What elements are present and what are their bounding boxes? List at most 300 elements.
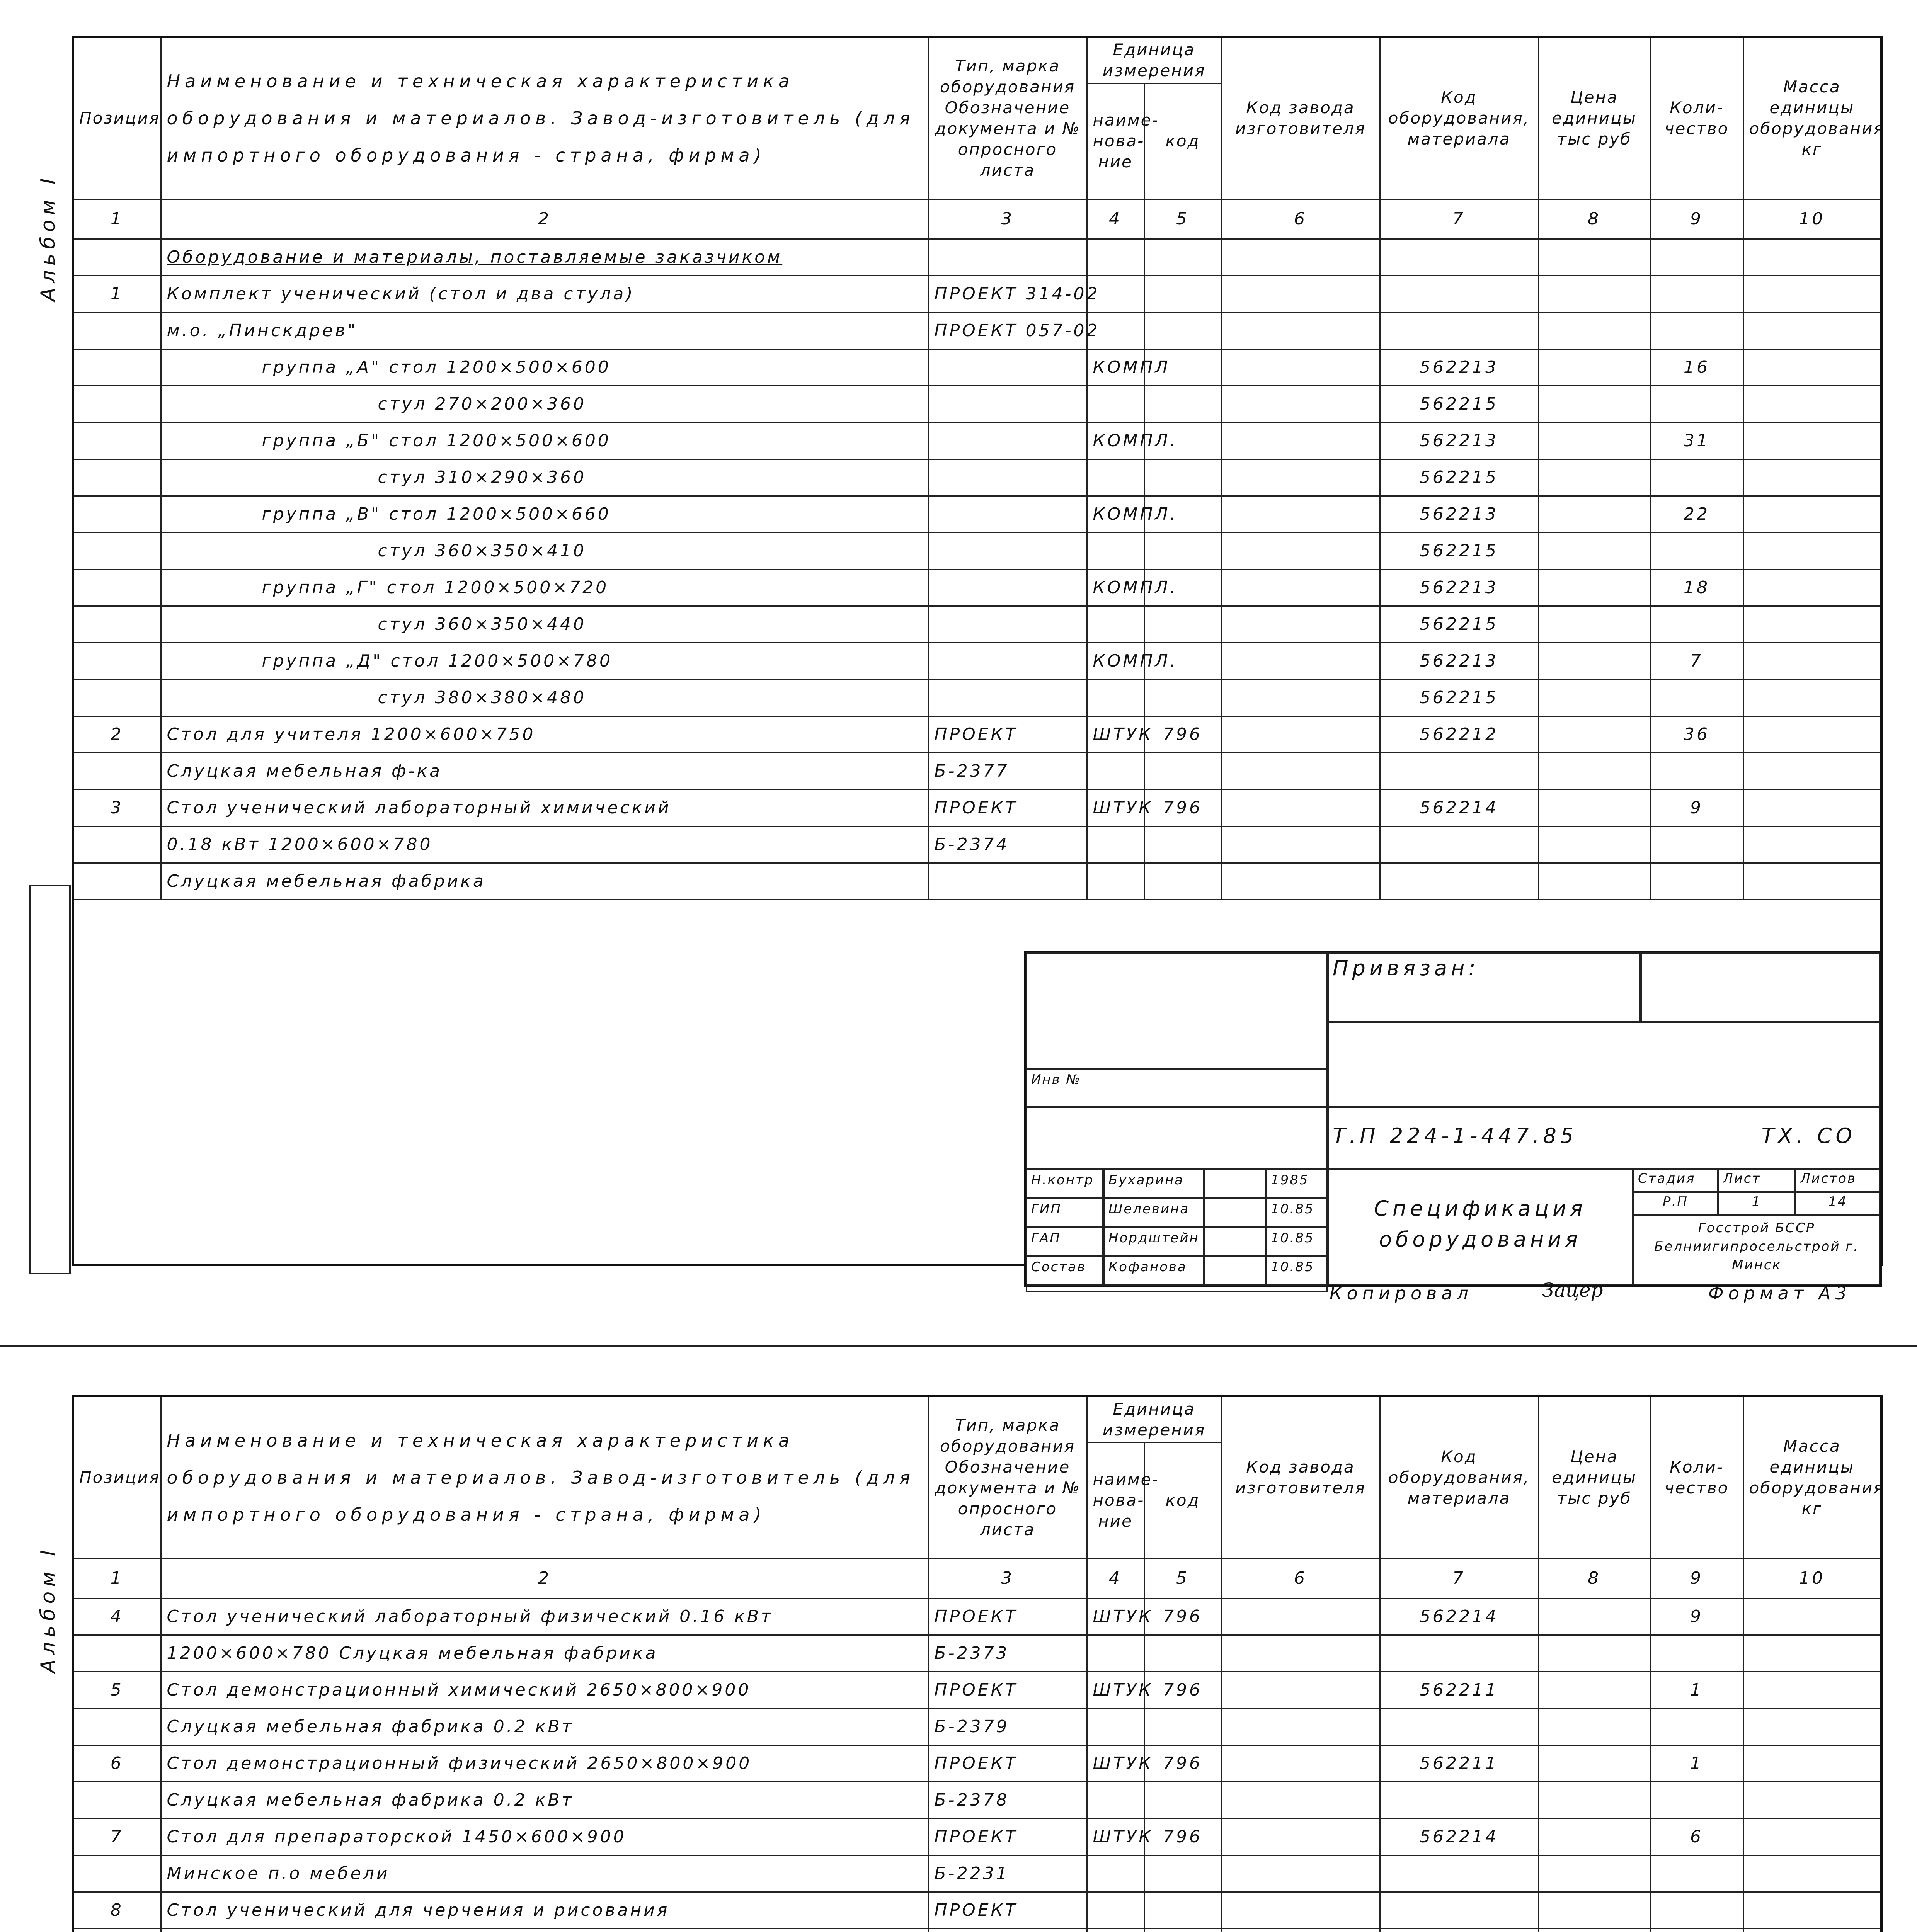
unit-name-cell: КОМПЛ. [1087, 643, 1144, 679]
mass-cell [1743, 606, 1881, 643]
unit-name-cell: ШТУК [1087, 789, 1144, 826]
mass-cell [1743, 1892, 1881, 1929]
copied-signature-1: Зацер [1542, 1279, 1603, 1301]
position-cell: 8 [73, 1892, 161, 1929]
mass-cell [1743, 1745, 1881, 1782]
mass-cell [1743, 1818, 1881, 1855]
qty-cell: 22 [1650, 496, 1743, 532]
price-cell [1538, 789, 1650, 826]
qty-cell: 1 [1650, 1745, 1743, 1782]
position-cell [73, 606, 161, 643]
unit-name-cell [1087, 1782, 1144, 1818]
column-number: 6 [1221, 1558, 1380, 1598]
type-cell [928, 349, 1087, 386]
col-price: Цена единицы тыс руб [1538, 37, 1650, 199]
position-cell [73, 643, 161, 679]
position-cell: 1 [73, 276, 161, 312]
table-row [73, 1782, 1881, 1818]
column-number: 3 [928, 1558, 1087, 1598]
column-number: 5 [1144, 199, 1221, 239]
type-cell: Б-2231 [928, 1855, 1087, 1892]
type-cell: ПРОЕКТ 314-02 [928, 276, 1087, 312]
col-mass: Масса единицы оборудования кг [1743, 37, 1881, 199]
unit-code-cell [1144, 826, 1221, 863]
factory-code-cell [1221, 386, 1380, 422]
col-qty: Коли-чество [1650, 37, 1743, 199]
stamp-org: Госстрой БССР Белниигипросельстрой г. Минск [1633, 1215, 1880, 1285]
stamp-person: Нордштейн [1103, 1227, 1204, 1256]
unit-name-cell: КОМПЛ. [1087, 569, 1144, 606]
equip-code-cell: 562215 [1380, 532, 1538, 569]
qty-cell: 16 [1650, 349, 1743, 386]
stamp-bound-cell [1328, 952, 1641, 1022]
factory-code-cell [1221, 569, 1380, 606]
equip-code-cell: 562214 [1380, 1598, 1538, 1635]
qty-cell: 7 [1650, 643, 1743, 679]
equip-code-cell: 562212 [1380, 716, 1538, 753]
qty-cell: 1 [1650, 1672, 1743, 1708]
unit-code-cell: 796 [1144, 1818, 1221, 1855]
mass-cell [1743, 1672, 1881, 1708]
column-number: 7 [1380, 1558, 1538, 1598]
position-cell: 6 [73, 1745, 161, 1782]
column-numbers-row [73, 199, 1881, 239]
name-cell: Слуцкая мебельная фабрика [161, 863, 928, 900]
equip-code-cell: 562213 [1380, 643, 1538, 679]
factory-code-cell [1221, 459, 1380, 496]
column-number: 8 [1538, 1558, 1650, 1598]
table-row [73, 496, 1881, 532]
unit-code-cell [1144, 1892, 1221, 1929]
qty-cell [1650, 606, 1743, 643]
mass-cell [1743, 496, 1881, 532]
position-cell [73, 532, 161, 569]
price-cell [1538, 276, 1650, 312]
unit-name-cell [1087, 606, 1144, 643]
equip-code-cell [1380, 1855, 1538, 1892]
unit-name-cell: КОМПЛ. [1087, 422, 1144, 459]
unit-name-cell: КОМПЛ [1087, 349, 1144, 386]
unit-code-cell [1144, 1782, 1221, 1818]
column-number: 9 [1650, 1558, 1743, 1598]
equip-code-cell [1380, 863, 1538, 900]
col-qty: Коли-чество [1650, 1396, 1743, 1558]
equip-code-cell: 562211 [1380, 1672, 1538, 1708]
sheet-2 [0, 1376, 1917, 1932]
stamp-bound-empty [1641, 952, 1880, 1022]
equip-code-cell [1380, 1782, 1538, 1818]
stamp-empty-bottom [1026, 1285, 1328, 1292]
qty-cell: 9 [1650, 1598, 1743, 1635]
stamp-sheet: 1 [1718, 1192, 1795, 1215]
col-type: Тип, марка оборудования Обозначение документа и № опросного листа [928, 1396, 1087, 1558]
factory-code-cell [1221, 863, 1380, 900]
mass-cell [1743, 386, 1881, 422]
factory-code-cell [1221, 643, 1380, 679]
mass-cell [1743, 716, 1881, 753]
stamp-stage: Р.П [1633, 1192, 1718, 1215]
type-cell: Б-2379 [928, 1708, 1087, 1745]
unit-code-cell [1144, 753, 1221, 789]
stamp-person: Бухарина [1103, 1169, 1204, 1198]
unit-code-cell [1144, 1929, 1221, 1932]
unit-name-cell: ШТУК [1087, 1598, 1144, 1635]
factory-code-cell [1221, 1745, 1380, 1782]
position-cell [73, 863, 161, 900]
unit-name-cell [1087, 459, 1144, 496]
name-cell: Стол для учителя 1200×600×750 [161, 716, 928, 753]
unit-name-cell [1087, 1892, 1144, 1929]
factory-code-cell [1221, 1892, 1380, 1929]
stamp-bound-label: Привязан: [1333, 956, 1479, 980]
factory-code-cell [1221, 606, 1380, 643]
stamp-signature [1204, 1198, 1266, 1227]
type-cell: ПРОЕКТ [928, 1892, 1087, 1929]
mass-cell [1743, 1598, 1881, 1635]
unit-code-cell [1144, 312, 1221, 349]
name-cell: Минское п.о мебели [161, 1855, 928, 1892]
mass-cell [1743, 276, 1881, 312]
col-mass: Масса единицы оборудования кг [1743, 1396, 1881, 1558]
stamp-date: 10.85 [1266, 1227, 1328, 1256]
factory-code-cell [1221, 312, 1380, 349]
column-number: 6 [1221, 199, 1380, 239]
unit-code-cell: 796 [1144, 1672, 1221, 1708]
title-block-1 [1024, 951, 1882, 1287]
format-label-1: Формат А3 [1708, 1283, 1851, 1304]
unit-code-cell [1144, 459, 1221, 496]
qty-cell: 31 [1650, 422, 1743, 459]
name-cell: 0.18 кВт 1200×600×780 [161, 826, 928, 863]
col-factory-code: Код завода изготовителя [1221, 37, 1380, 199]
equip-code-cell [1380, 1635, 1538, 1672]
equip-code-cell [1380, 312, 1538, 349]
stamp-doc-number: Т.П 224-1-447.85 [1333, 1124, 1578, 1148]
stamp-signature [1204, 1227, 1266, 1256]
col-factory-code: Код завода изготовителя [1221, 1396, 1380, 1558]
table-row [73, 826, 1881, 863]
name-cell: Слуцкая мебельная фабрика 0.2 кВт [161, 1782, 928, 1818]
col-unit-name: наиме-нова-ние [1087, 1442, 1144, 1558]
mass-cell [1743, 1782, 1881, 1818]
col-type: Тип, марка оборудования Обозначение документа и № опросного листа [928, 37, 1087, 199]
column-number: 1 [73, 199, 161, 239]
type-cell: Б-2377 [928, 753, 1087, 789]
table-row [73, 1672, 1881, 1708]
unit-code-cell [1144, 386, 1221, 422]
unit-name-cell [1087, 386, 1144, 422]
column-number: 7 [1380, 199, 1538, 239]
spec-table-2 [72, 1395, 1883, 1932]
unit-code-cell [1144, 863, 1221, 900]
factory-code-cell [1221, 716, 1380, 753]
unit-name-cell: ШТУК [1087, 716, 1144, 753]
position-cell: 5 [73, 1672, 161, 1708]
table-row [73, 532, 1881, 569]
mass-cell [1743, 643, 1881, 679]
type-cell [928, 569, 1087, 606]
unit-name-cell [1087, 863, 1144, 900]
price-cell [1538, 496, 1650, 532]
position-cell [73, 679, 161, 716]
section-title: Оборудование и материалы, поставляемые заказчиком [161, 239, 928, 276]
col-equip-code: Код оборудования, материала [1380, 1396, 1538, 1558]
stamp-doc-cell [1328, 1107, 1880, 1169]
unit-name-cell [1087, 1708, 1144, 1745]
qty-cell: 36 [1650, 716, 1743, 753]
equip-code-cell: 562213 [1380, 569, 1538, 606]
position-cell [73, 1782, 161, 1818]
type-cell: ПРОЕКТ [928, 789, 1087, 826]
table-row [73, 1598, 1881, 1635]
unit-name-cell: ШТУК [1087, 1672, 1144, 1708]
name-cell: 1200×600×780 Слуцкая мебельная фабрика [161, 1635, 928, 1672]
equip-code-cell [1380, 1708, 1538, 1745]
equip-code-cell: 562215 [1380, 606, 1538, 643]
type-cell: ПРОЕКТ [928, 1745, 1087, 1782]
factory-code-cell [1221, 1672, 1380, 1708]
qty-cell [1650, 863, 1743, 900]
left-binding-strip-1 [29, 885, 71, 1274]
column-number: 5 [1144, 1558, 1221, 1598]
mass-cell [1743, 422, 1881, 459]
name-cell: группа „Г" стол 1200×500×720 [161, 569, 928, 606]
factory-code-cell [1221, 1782, 1380, 1818]
mass-cell [1743, 569, 1881, 606]
unit-name-cell [1087, 1635, 1144, 1672]
position-cell [73, 312, 161, 349]
equip-code-cell: 562213 [1380, 422, 1538, 459]
qty-cell: 18 [1650, 569, 1743, 606]
mass-cell [1743, 789, 1881, 826]
qty-cell [1650, 679, 1743, 716]
name-cell: Слуцкая мебельная ф-ка [161, 753, 928, 789]
table-header-2 [73, 1396, 1885, 1598]
price-cell [1538, 1818, 1650, 1855]
column-number: 2 [161, 199, 928, 239]
col-name: Наименование и техническая характеристика оборудования и материалов. Завод-изготовитель (для импортного оборудования - страна, фирма) [161, 37, 928, 199]
column-number: 9 [1650, 199, 1743, 239]
col-price: Цена единицы тыс руб [1538, 1396, 1650, 1558]
name-cell: Стол ученический лабораторный физический 0.16 кВт [161, 1598, 928, 1635]
type-cell: Б-2374 [928, 826, 1087, 863]
qty-cell [1650, 386, 1743, 422]
factory-code-cell [1221, 1598, 1380, 1635]
unit-code-cell [1144, 276, 1221, 312]
unit-name-cell [1087, 679, 1144, 716]
unit-code-cell: 796 [1144, 789, 1221, 826]
name-cell: Стол для препараторской 1450×600×900 [161, 1818, 928, 1855]
table-row [73, 422, 1881, 459]
position-cell: 3 [73, 789, 161, 826]
column-number: 1 [73, 1558, 161, 1598]
stamp-sheets-h: Листов [1795, 1169, 1880, 1192]
position-cell [73, 386, 161, 422]
price-cell [1538, 422, 1650, 459]
equip-code-cell [1380, 1929, 1538, 1932]
table-row [73, 789, 1881, 826]
table-row [73, 606, 1881, 643]
column-number: 8 [1538, 199, 1650, 239]
column-numbers-row [73, 1558, 1881, 1598]
equip-code-cell: 562214 [1380, 789, 1538, 826]
table-row [73, 753, 1881, 789]
type-cell [928, 459, 1087, 496]
factory-code-cell [1221, 1818, 1380, 1855]
column-number: 10 [1743, 1558, 1881, 1598]
qty-cell [1650, 276, 1743, 312]
price-cell [1538, 716, 1650, 753]
section-title-row [73, 239, 1881, 276]
factory-code-cell [1221, 1708, 1380, 1745]
price-cell [1538, 643, 1650, 679]
type-cell: ПРОЕКТ [928, 1598, 1087, 1635]
qty-cell [1650, 312, 1743, 349]
qty-cell [1650, 753, 1743, 789]
price-cell [1538, 1892, 1650, 1929]
factory-code-cell [1221, 422, 1380, 459]
mass-cell [1743, 532, 1881, 569]
equip-code-cell: 562213 [1380, 349, 1538, 386]
stamp-signature [1204, 1169, 1266, 1198]
price-cell [1538, 569, 1650, 606]
name-cell: стул 360×350×410 [161, 532, 928, 569]
price-cell [1538, 1672, 1650, 1708]
name-cell: стул 380×380×480 [161, 679, 928, 716]
type-cell: ПРОЕКТ [928, 1818, 1087, 1855]
table-row [73, 569, 1881, 606]
unit-code-cell [1144, 1635, 1221, 1672]
equip-code-cell: 562215 [1380, 386, 1538, 422]
mass-cell [1743, 459, 1881, 496]
price-cell [1538, 1745, 1650, 1782]
factory-code-cell [1221, 496, 1380, 532]
column-number: 10 [1743, 199, 1881, 239]
qty-cell [1650, 1929, 1743, 1932]
unit-code-cell: 796 [1144, 1745, 1221, 1782]
name-cell: Комплект ученический (стол и два стула) [161, 276, 928, 312]
stamp-date: 1985 [1266, 1169, 1328, 1198]
position-cell [73, 496, 161, 532]
position-cell [73, 569, 161, 606]
qty-cell [1650, 1782, 1743, 1818]
type-cell: Б-2378 [928, 1782, 1087, 1818]
equip-code-cell: 562213 [1380, 496, 1538, 532]
equip-code-cell [1380, 753, 1538, 789]
mass-cell [1743, 349, 1881, 386]
mass-cell [1743, 312, 1881, 349]
album-label-2: Альбом I [37, 1545, 60, 1673]
position-cell: 2 [73, 716, 161, 753]
sheet-divider [0, 1345, 1917, 1347]
position-cell [73, 1635, 161, 1672]
unit-name-cell [1087, 753, 1144, 789]
price-cell [1538, 1855, 1650, 1892]
type-cell [928, 679, 1087, 716]
factory-code-cell [1221, 679, 1380, 716]
price-cell [1538, 1929, 1650, 1932]
stamp-date: 10.85 [1266, 1256, 1328, 1285]
stamp-role: ГАП [1026, 1227, 1103, 1256]
mass-cell [1743, 679, 1881, 716]
name-cell: группа „Д" стол 1200×500×780 [161, 643, 928, 679]
name-cell: группа „Б" стол 1200×500×600 [161, 422, 928, 459]
position-cell [73, 349, 161, 386]
album-label-1: Альбом I [37, 173, 60, 301]
mass-cell [1743, 1635, 1881, 1672]
name-cell: Стол ученический для черчения и рисования [161, 1892, 928, 1929]
type-cell [928, 606, 1087, 643]
price-cell [1538, 1598, 1650, 1635]
table-row [73, 716, 1881, 753]
factory-code-cell [1221, 826, 1380, 863]
unit-code-cell [1144, 679, 1221, 716]
unit-name-cell: ШТУК [1087, 1818, 1144, 1855]
equip-code-cell: 562215 [1380, 459, 1538, 496]
unit-name-cell: КОМПЛ. [1087, 496, 1144, 532]
unit-name-cell [1087, 1855, 1144, 1892]
name-cell: группа „В" стол 1200×500×660 [161, 496, 928, 532]
name-cell: стул 270×200×360 [161, 386, 928, 422]
type-cell [928, 1929, 1087, 1932]
name-cell: Стол демонстрационный химический 2650×800×900 [161, 1672, 928, 1708]
unit-code-cell: 796 [1144, 1598, 1221, 1635]
position-cell: 4 [73, 1598, 161, 1635]
stamp-role: Состав [1026, 1256, 1103, 1285]
type-cell: ПРОЕКТ [928, 1672, 1087, 1708]
unit-name-cell [1087, 532, 1144, 569]
name-cell: группа „А" стол 1200×500×600 [161, 349, 928, 386]
stamp-role: Н.контр [1026, 1169, 1103, 1198]
position-cell [73, 459, 161, 496]
col-name: Наименование и техническая характеристика оборудования и материалов. Завод-изготовитель (для импортного оборудования - страна, фирма) [161, 1396, 928, 1558]
type-cell: ПРОЕКТ [928, 716, 1087, 753]
type-cell: ПРОЕКТ 057-02 [928, 312, 1087, 349]
name-cell: м.о. „Пинскдрев" [161, 312, 928, 349]
col-unit-code: код [1144, 83, 1221, 199]
name-cell: стул 310×290×360 [161, 459, 928, 496]
stamp-role: ГИП [1026, 1198, 1103, 1227]
mass-cell [1743, 826, 1881, 863]
table-row [73, 1818, 1881, 1855]
equip-code-cell [1380, 826, 1538, 863]
column-number: 4 [1087, 199, 1144, 239]
table-row [73, 312, 1881, 349]
unit-name-cell: ШТУК [1087, 1745, 1144, 1782]
factory-code-cell [1221, 276, 1380, 312]
stamp-inv-cell [1026, 1068, 1328, 1107]
type-cell [928, 422, 1087, 459]
factory-code-cell [1221, 789, 1380, 826]
type-cell [928, 532, 1087, 569]
name-cell: Стол ученический лабораторный химический [161, 789, 928, 826]
stamp-title-cell [1328, 1169, 1633, 1285]
unit-name-cell [1087, 826, 1144, 863]
table-row [73, 386, 1881, 422]
price-cell [1538, 679, 1650, 716]
col-unit-group: Единица измерения [1087, 1396, 1221, 1442]
col-equip-code: Код оборудования, материала [1380, 37, 1538, 199]
price-cell [1538, 459, 1650, 496]
stamp-empty-left [1026, 1107, 1328, 1169]
stamp-person: Кофанова [1103, 1256, 1204, 1285]
position-cell [73, 826, 161, 863]
qty-cell: 9 [1650, 789, 1743, 826]
column-number: 3 [928, 199, 1087, 239]
unit-code-cell [1144, 606, 1221, 643]
position-cell [73, 1855, 161, 1892]
name-cell: Стол демонстрационный физический 2650×800×900 [161, 1745, 928, 1782]
